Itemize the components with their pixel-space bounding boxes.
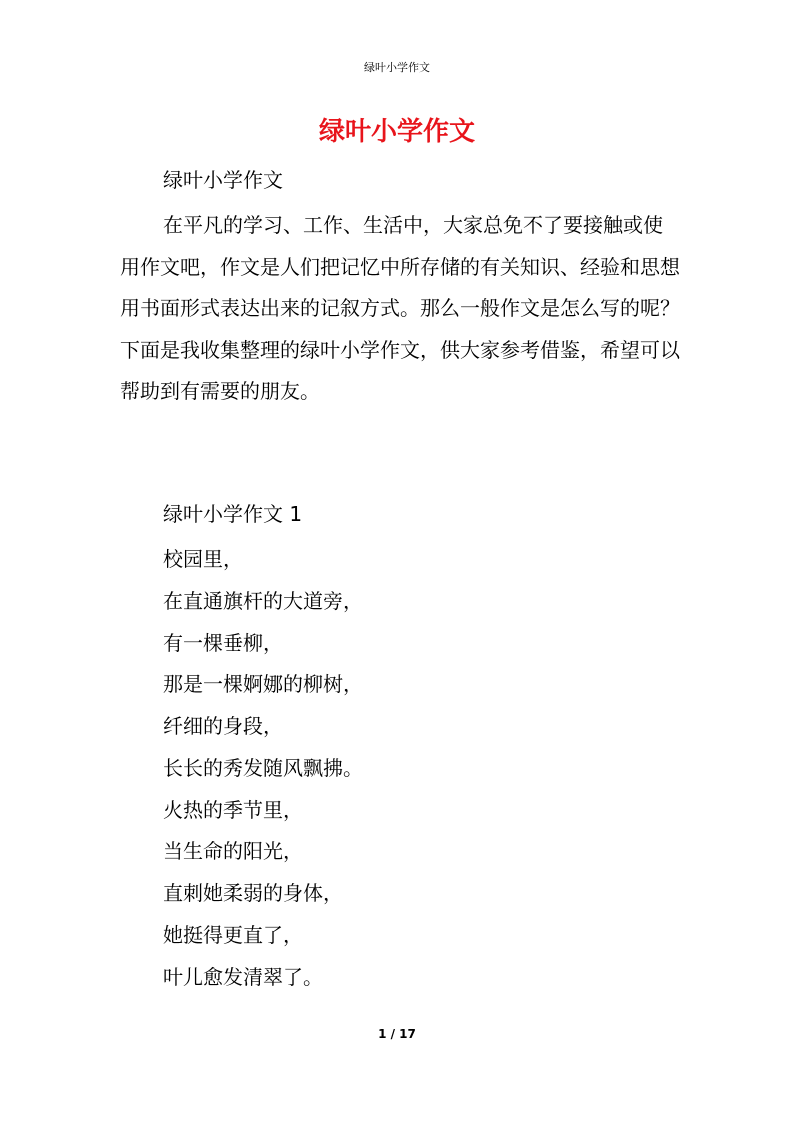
poem-line: 在直通旗杆的大道旁，: [163, 588, 363, 613]
poem-line: 校园里，: [163, 547, 243, 571]
poem-line: 当生命的阳光，: [163, 839, 303, 864]
poem-line: 直刺她柔弱的身体，: [163, 881, 343, 905]
poem-line: 火热的季节里，: [163, 797, 303, 822]
page-number: 1 / 17: [378, 1027, 416, 1041]
poem-line: 她挺得更直了，: [163, 922, 303, 947]
poem-line: 长长的秀发随风飘拂。: [163, 755, 363, 780]
section-heading: 绿叶小学作文 1: [163, 502, 303, 526]
document-title: 绿叶小学作文: [318, 117, 475, 147]
poem-line: 有一棵垂柳，: [163, 630, 283, 655]
poem-line: 叶儿愈发清翠了。: [163, 964, 323, 989]
running-header: 绿叶小学作文: [364, 61, 430, 74]
intro-paragraph: 在平凡的学习、工作、生活中，大家总免不了要接触或使用作文吧，作文是人们把记忆中所存储的有关知识、经验和思想用书面形式表达出来的记叙方式。那么一般作文是怎么写的呢？下面是我收集整理的绿叶小学作文，供大家参考借鉴，希望可以帮助到有需要的朋友。: [120, 213, 680, 403]
poem: [163, 539, 363, 998]
poem-line: 纤细的身段，: [163, 714, 283, 738]
poem-line: 那是一棵婀娜的柳树，: [163, 672, 363, 697]
document-subtitle: 绿叶小学作文: [163, 168, 283, 192]
